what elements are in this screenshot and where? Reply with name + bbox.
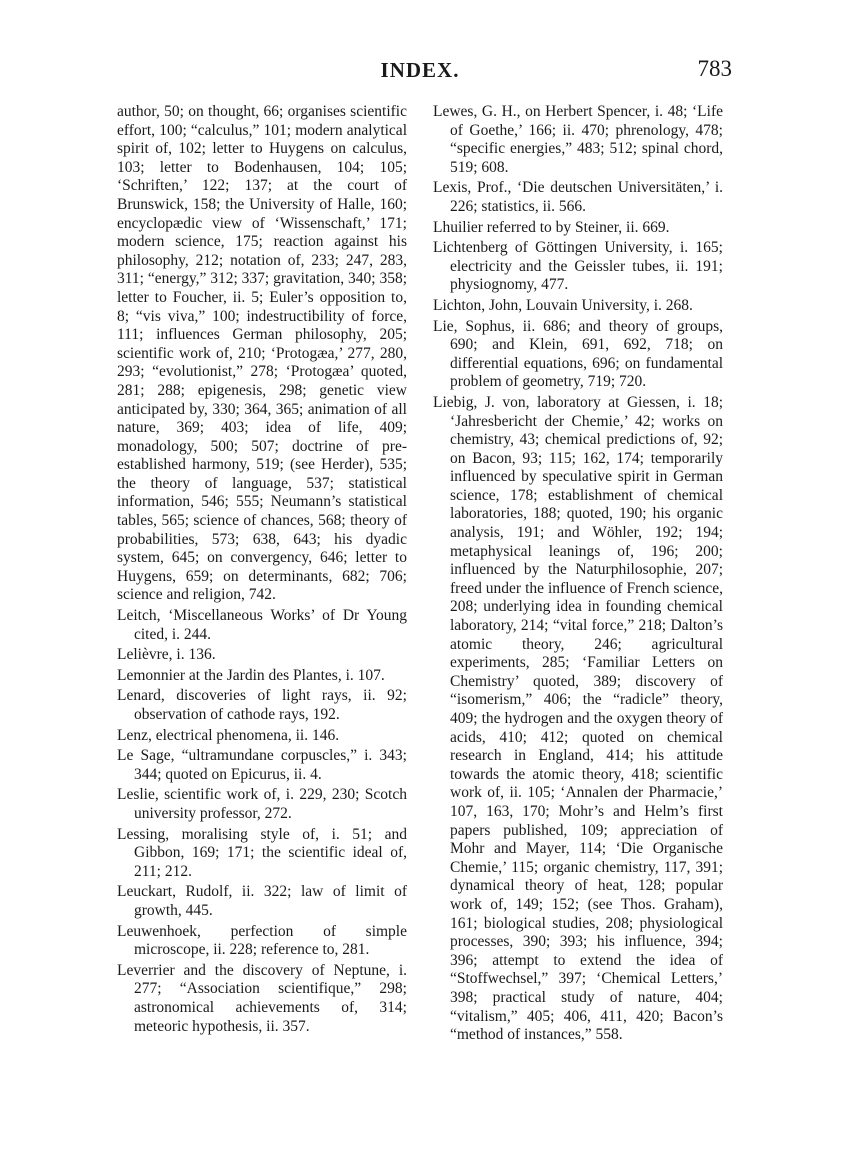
index-entry: Lichtenberg of Göttingen University, i. 165; electricity and the Geissler tubes, ii. 191; physiognomy, 477. xyxy=(433,239,723,294)
index-entry: Lichton, John, Louvain University, i. 268. xyxy=(433,296,693,314)
index-entry: Leuwenhoek, perfection of simple microscope, ii. 228; reference to, 281. xyxy=(117,922,407,959)
page-header xyxy=(100,56,740,90)
index-entry: Lexis, Prof., ‘Die deutschen Universitäten,’ i. 226; statistics, ii. 566. xyxy=(433,179,723,215)
page-number: 783 xyxy=(697,56,732,81)
index-entry: Lewes, G. H., on Herbert Spencer, i. 48; ‘Life of Goethe,’ 166; ii. 470; phrenology, 478; “specific energies,” 483; 512; spinal chord, 519; 608. xyxy=(433,103,723,176)
index-entry: Lenz, electrical phenomena, ii. 146. xyxy=(117,726,340,744)
index-entry: Lemonnier at the Jardin des Plantes, i. 107. xyxy=(117,666,385,684)
index-entry: Leitch, ‘Miscellaneous Works’ of Dr Young cited, i. 244. xyxy=(117,607,407,643)
running-head-title: INDEX. xyxy=(380,58,460,82)
index-column-right xyxy=(433,103,723,1047)
index-entry: Liebig, J. von, laboratory at Giessen, i. 18; ‘Jahresbericht der Chemie,’ 42; works on chemistry, 43; chemical predictions of, 92; on Bacon, 93; 115; 162, 174; temporarily influenced by speculative spirit in German science, 178; establishment of chemical laboratories, 188; quoted, 190; his organic analysis, 191; and Wöhler, 192; 194; metaphysical leanings of, 196; 200; influenced by the Naturphilosophie, 207; freed under the influence of French science, 208; underlying idea in founding chemical laboratory, 214; “vital force,” 218; Dalton’s atomic theory, 246; agricultural experiments, 285; ‘Familiar Letters on Chemistry’ quoted, 389; discovery of “isomerism,” 406; the “radicle” theory, 409; the hydrogen and the oxygen theory of acids, 410; 412; quoted on chemical research in England, 414; his attitude towards the atomic theory, 418; scientific work of, ii. 105; ‘Annalen der Pharmacie,’ 107, 163, 170; Mohr’s and Helm’s first papers published, 109; appreciation of Mohr and Mayer, 114; ‘Die Organische Chemie,’ 115; organic chemistry, 117, 391; dynamical theory of heat, 128; popular work of, 149; 152; (see Thos. Graham), 161; biological studies, 208; physiological processes, 390; 393; his influence, 394; 396; attempt to extend the idea of “Stoffwechsel,” 397; ‘Chemical Letters,’ 398; practical study of nature, 404; “vitalism,” 405; 406, 411, 420; Bacon’s “method of instances,” 558. xyxy=(433,393,723,1044)
index-entry: Lessing, moralising style of, i. 51; and Gibbon, 169; 171; the scientific ideal of, 211; 212. xyxy=(117,825,407,880)
index-entry: Lenard, discoveries of light rays, ii. 92; observation of cathode rays, 192. xyxy=(117,687,407,723)
index-entry: Leverrier and the discovery of Neptune, i. 277; “Association scientifique,” 298; astronomical achievements of, 314; meteoric hypothesis, ii. 357. xyxy=(117,961,407,1035)
index-entry: Leuckart, Rudolf, ii. 322; law of limit of growth, 445. xyxy=(117,883,407,919)
index-column-left xyxy=(117,103,407,1038)
index-entry: Lelièvre, i. 136. xyxy=(117,646,216,664)
index-entry: Le Sage, “ultramundane corpuscles,” i. 343; 344; quoted on Epicurus, ii. 4. xyxy=(117,747,407,783)
index-entry: author, 50; on thought, 66; organises scientific effort, 100; “calculus,” 101; modern analytical spirit of, 102; letter to Huygens on calculus, 103; letter to Bodenhausen, 104; 105; ‘Schriften,’ 122; 137; at the court of Brunswick, 158; the University of Halle, 160; encyclopædic view of ‘Wissenschaft,’ 171; modern science, 175; reaction against his philosophy, 212; notation of, 233; 247, 283, 311; “energy,” 312; 337; gravitation, 340; 358; letter to Foucher, ii. 5; Euler’s opposition to, 8; “vis viva,” 100; indestructibility of force, 111; influences German philosophy, 205; scientific work of, 210; ‘Protogæa,’ 277, 280, 293; “evolutionist,” 278; ‘Protogæa’ quoted, 281; 288; epigenesis, 298; genetic view anticipated by, 330; 364, 365; animation of all nature, 369; 403; idea of life, 409; monadology, 500; 507; doctrine of pre-established harmony, 519; (see Herder), 535; the theory of language, 537; statistical information, 546; 555; Neumann’s statistical tables, 565; science of chances, 568; theory of probabilities, 573; 638, 643; his dyadic system, 645; on convergency, 646; letter to Huygens, 659; on determinants, 682; 706; science and religion, 742. xyxy=(117,103,407,604)
index-entry: Lhuilier referred to by Steiner, ii. 669. xyxy=(433,218,670,236)
index-entry: Leslie, scientific work of, i. 229, 230; Scotch university professor, 272. xyxy=(117,786,407,822)
index-entry: Lie, Sophus, ii. 686; and theory of groups, 690; and Klein, 691, 692, 718; on differential equations, 696; on fundamental problem of geometry, 719; 720. xyxy=(433,317,723,391)
